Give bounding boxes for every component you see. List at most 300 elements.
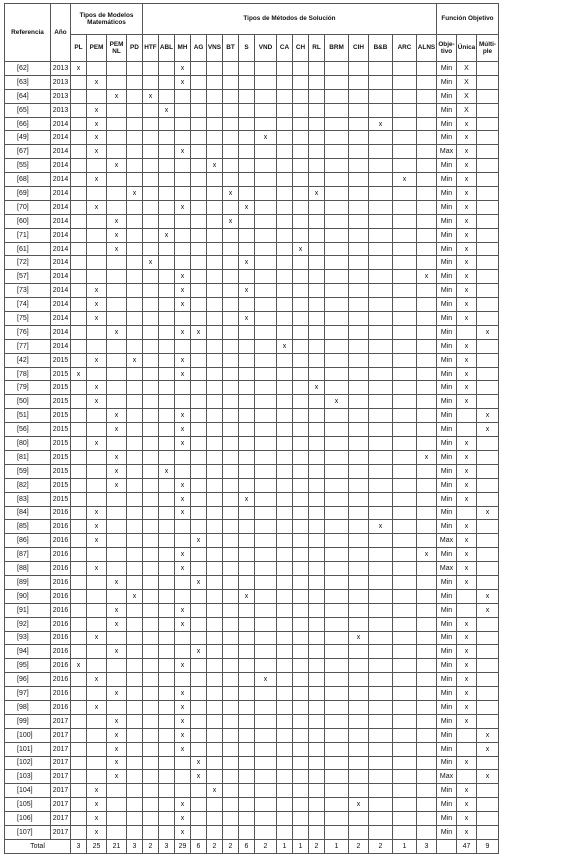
cell-empty xyxy=(127,464,143,478)
cell-empty xyxy=(191,131,207,145)
cell-empty xyxy=(159,450,175,464)
cell-empty xyxy=(325,589,349,603)
cell-empty xyxy=(159,742,175,756)
cell-empty xyxy=(223,631,239,645)
cell-empty xyxy=(223,437,239,451)
table-row xyxy=(5,770,499,784)
cell-empty xyxy=(223,534,239,548)
cell-empty xyxy=(417,325,437,339)
cell-reference: [107] xyxy=(5,825,51,839)
cell-empty xyxy=(207,214,223,228)
cell-reference: [91] xyxy=(5,603,51,617)
cell-empty xyxy=(87,659,107,673)
cell-empty xyxy=(127,103,143,117)
cell-empty xyxy=(417,589,437,603)
cell-single: x xyxy=(457,700,477,714)
cell-empty xyxy=(107,534,127,548)
cell-empty xyxy=(143,228,159,242)
cell-mark: x xyxy=(175,506,191,520)
cell-empty xyxy=(349,145,369,159)
cell-empty xyxy=(293,89,309,103)
cell-empty xyxy=(159,339,175,353)
cell-empty xyxy=(417,312,437,326)
cell-single xyxy=(457,742,477,756)
cell-single: x xyxy=(457,687,477,701)
cell-empty xyxy=(393,75,417,89)
cell-multiple xyxy=(477,492,499,506)
cell-empty xyxy=(127,242,143,256)
cell-mark: x xyxy=(87,75,107,89)
cell-empty xyxy=(393,798,417,812)
cell-empty xyxy=(293,381,309,395)
cell-empty xyxy=(393,825,417,839)
cell-multiple xyxy=(477,339,499,353)
cell-empty xyxy=(87,478,107,492)
cell-empty xyxy=(87,339,107,353)
cell-empty xyxy=(127,784,143,798)
cell-empty xyxy=(393,103,417,117)
cell-empty xyxy=(255,506,277,520)
table-row xyxy=(5,687,499,701)
cell-empty xyxy=(143,437,159,451)
cell-empty xyxy=(293,214,309,228)
cell-year: 2014 xyxy=(51,298,71,312)
cell-empty xyxy=(159,159,175,173)
cell-single: x xyxy=(457,270,477,284)
cell-empty xyxy=(309,228,325,242)
cell-empty xyxy=(309,256,325,270)
total-value: 2 xyxy=(349,839,369,853)
cell-mark: x xyxy=(87,298,107,312)
cell-empty xyxy=(325,756,349,770)
cell-empty xyxy=(393,687,417,701)
cell-empty xyxy=(369,131,393,145)
cell-empty xyxy=(223,589,239,603)
cell-empty xyxy=(239,575,255,589)
cell-empty xyxy=(277,548,293,562)
total-value: 6 xyxy=(191,839,207,853)
cell-mark: x xyxy=(293,242,309,256)
cell-mark: x xyxy=(207,159,223,173)
cell-empty xyxy=(239,478,255,492)
cell-year: 2015 xyxy=(51,381,71,395)
cell-mark: x xyxy=(87,631,107,645)
cell-mark: x xyxy=(71,367,87,381)
cell-empty xyxy=(127,270,143,284)
header-col-7: AG xyxy=(191,35,207,62)
cell-empty xyxy=(349,589,369,603)
cell-empty xyxy=(127,395,143,409)
table-row xyxy=(5,464,499,478)
cell-empty xyxy=(393,534,417,548)
cell-empty xyxy=(71,284,87,298)
cell-empty xyxy=(369,325,393,339)
cell-empty xyxy=(223,409,239,423)
cell-single: x xyxy=(457,173,477,187)
cell-empty xyxy=(309,270,325,284)
cell-empty xyxy=(175,228,191,242)
cell-empty xyxy=(107,548,127,562)
cell-empty xyxy=(255,423,277,437)
cell-empty xyxy=(191,687,207,701)
cell-empty xyxy=(325,812,349,826)
cell-empty xyxy=(191,75,207,89)
cell-empty xyxy=(107,256,127,270)
cell-empty xyxy=(417,145,437,159)
cell-empty xyxy=(277,214,293,228)
cell-empty xyxy=(191,506,207,520)
cell-empty xyxy=(325,89,349,103)
cell-empty xyxy=(255,187,277,201)
cell-empty xyxy=(207,173,223,187)
cell-empty xyxy=(143,631,159,645)
cell-empty xyxy=(71,173,87,187)
cell-reference: [102] xyxy=(5,756,51,770)
cell-empty xyxy=(369,367,393,381)
cell-empty xyxy=(349,548,369,562)
cell-objective: Min xyxy=(437,714,457,728)
cell-empty xyxy=(191,187,207,201)
cell-year: 2016 xyxy=(51,673,71,687)
cell-empty xyxy=(239,89,255,103)
cell-empty xyxy=(369,173,393,187)
cell-multiple xyxy=(477,784,499,798)
cell-single xyxy=(457,589,477,603)
cell-empty xyxy=(417,381,437,395)
cell-empty xyxy=(277,714,293,728)
cell-empty xyxy=(277,200,293,214)
cell-empty xyxy=(223,450,239,464)
cell-empty xyxy=(191,548,207,562)
cell-empty xyxy=(393,659,417,673)
cell-mark: x xyxy=(417,450,437,464)
cell-empty xyxy=(191,117,207,131)
cell-empty xyxy=(417,770,437,784)
cell-empty xyxy=(239,756,255,770)
cell-year: 2015 xyxy=(51,353,71,367)
cell-empty xyxy=(191,617,207,631)
total-value: 9 xyxy=(477,839,499,853)
cell-empty xyxy=(191,173,207,187)
cell-empty xyxy=(325,256,349,270)
cell-single: x xyxy=(457,395,477,409)
cell-empty xyxy=(175,256,191,270)
cell-empty xyxy=(223,492,239,506)
cell-empty xyxy=(71,645,87,659)
cell-mark: x xyxy=(239,200,255,214)
cell-empty xyxy=(255,367,277,381)
cell-empty xyxy=(207,464,223,478)
cell-empty xyxy=(159,478,175,492)
cell-empty xyxy=(349,242,369,256)
cell-empty xyxy=(143,700,159,714)
cell-empty xyxy=(223,117,239,131)
cell-empty xyxy=(71,145,87,159)
cell-empty xyxy=(107,131,127,145)
cell-empty xyxy=(369,339,393,353)
cell-reference: [76] xyxy=(5,325,51,339)
cell-empty xyxy=(143,798,159,812)
cell-empty xyxy=(107,367,127,381)
cell-empty xyxy=(277,478,293,492)
cell-empty xyxy=(71,575,87,589)
cell-mark: x xyxy=(107,214,127,228)
cell-reference: [65] xyxy=(5,103,51,117)
cell-mark: x xyxy=(107,228,127,242)
cell-year: 2013 xyxy=(51,75,71,89)
cell-empty xyxy=(417,714,437,728)
table-row xyxy=(5,700,499,714)
cell-empty xyxy=(393,284,417,298)
header-col-14: RL xyxy=(309,35,325,62)
cell-mark: x xyxy=(87,506,107,520)
table-row xyxy=(5,145,499,159)
cell-empty xyxy=(71,450,87,464)
cell-empty xyxy=(143,117,159,131)
cell-empty xyxy=(71,562,87,576)
cell-single xyxy=(457,728,477,742)
cell-reference: [94] xyxy=(5,645,51,659)
cell-empty xyxy=(143,200,159,214)
cell-empty xyxy=(309,173,325,187)
cell-empty xyxy=(175,589,191,603)
cell-empty xyxy=(71,131,87,145)
header-col-4: HTF xyxy=(143,35,159,62)
cell-single: x xyxy=(457,492,477,506)
cell-empty xyxy=(87,756,107,770)
cell-empty xyxy=(175,645,191,659)
cell-empty xyxy=(87,62,107,76)
cell-empty xyxy=(107,395,127,409)
cell-objective: Min xyxy=(437,353,457,367)
cell-year: 2017 xyxy=(51,784,71,798)
cell-empty xyxy=(87,367,107,381)
cell-empty xyxy=(293,270,309,284)
cell-empty xyxy=(239,145,255,159)
cell-empty xyxy=(393,450,417,464)
cell-empty xyxy=(127,534,143,548)
cell-multiple xyxy=(477,631,499,645)
header-col-15: BRM xyxy=(325,35,349,62)
cell-empty xyxy=(223,825,239,839)
cell-empty xyxy=(71,520,87,534)
cell-empty xyxy=(349,756,369,770)
cell-mark: x xyxy=(143,89,159,103)
cell-empty xyxy=(309,825,325,839)
cell-empty xyxy=(207,714,223,728)
cell-single: x xyxy=(457,242,477,256)
cell-reference: [50] xyxy=(5,395,51,409)
cell-empty xyxy=(369,492,393,506)
cell-empty xyxy=(87,548,107,562)
cell-objective: Min xyxy=(437,367,457,381)
cell-empty xyxy=(191,145,207,159)
cell-empty xyxy=(417,284,437,298)
cell-empty xyxy=(143,673,159,687)
cell-empty xyxy=(309,312,325,326)
cell-year: 2015 xyxy=(51,409,71,423)
cell-empty xyxy=(143,242,159,256)
cell-empty xyxy=(255,242,277,256)
cell-empty xyxy=(71,673,87,687)
cell-mark: x xyxy=(87,353,107,367)
cell-year: 2014 xyxy=(51,256,71,270)
cell-single: x xyxy=(457,381,477,395)
cell-empty xyxy=(239,187,255,201)
cell-empty xyxy=(175,242,191,256)
cell-empty xyxy=(393,770,417,784)
cell-mark: x xyxy=(87,825,107,839)
cell-empty xyxy=(417,464,437,478)
cell-empty xyxy=(293,825,309,839)
cell-empty xyxy=(71,242,87,256)
cell-empty xyxy=(309,589,325,603)
cell-year: 2014 xyxy=(51,131,71,145)
cell-empty xyxy=(309,200,325,214)
cell-empty xyxy=(293,284,309,298)
cell-empty xyxy=(207,825,223,839)
cell-mark: x xyxy=(107,728,127,742)
cell-empty xyxy=(175,187,191,201)
cell-objective: Min xyxy=(437,62,457,76)
cell-mark: x xyxy=(175,742,191,756)
cell-empty xyxy=(369,159,393,173)
cell-empty xyxy=(349,450,369,464)
cell-mark: x xyxy=(107,242,127,256)
cell-empty xyxy=(255,214,277,228)
cell-empty xyxy=(325,617,349,631)
cell-multiple xyxy=(477,159,499,173)
cell-empty xyxy=(143,534,159,548)
cell-empty xyxy=(207,520,223,534)
cell-empty xyxy=(127,742,143,756)
cell-empty xyxy=(207,770,223,784)
cell-empty xyxy=(71,617,87,631)
cell-empty xyxy=(369,395,393,409)
cell-empty xyxy=(325,367,349,381)
cell-empty xyxy=(369,506,393,520)
cell-objective: Min xyxy=(437,728,457,742)
cell-empty xyxy=(71,228,87,242)
cell-mark: x xyxy=(175,437,191,451)
cell-empty xyxy=(239,714,255,728)
cell-empty xyxy=(349,728,369,742)
cell-single: x xyxy=(457,812,477,826)
cell-empty xyxy=(143,103,159,117)
cell-empty xyxy=(309,159,325,173)
cell-empty xyxy=(349,492,369,506)
cell-empty xyxy=(293,617,309,631)
cell-empty xyxy=(159,784,175,798)
cell-empty xyxy=(191,214,207,228)
cell-empty xyxy=(239,548,255,562)
cell-empty xyxy=(87,645,107,659)
cell-multiple xyxy=(477,89,499,103)
cell-empty xyxy=(349,103,369,117)
table-row xyxy=(5,450,499,464)
cell-empty xyxy=(309,742,325,756)
cell-reference: [88] xyxy=(5,562,51,576)
cell-multiple xyxy=(477,298,499,312)
cell-objective: Min xyxy=(437,589,457,603)
cell-multiple: x xyxy=(477,728,499,742)
cell-empty xyxy=(191,270,207,284)
cell-empty xyxy=(207,325,223,339)
cell-empty xyxy=(87,770,107,784)
cell-objective: Min xyxy=(437,700,457,714)
literature-review-table xyxy=(4,3,499,854)
cell-empty xyxy=(239,506,255,520)
header-col-9: BT xyxy=(223,35,239,62)
cell-empty xyxy=(239,534,255,548)
cell-empty xyxy=(239,270,255,284)
cell-empty xyxy=(239,673,255,687)
cell-empty xyxy=(175,159,191,173)
cell-objective: Min xyxy=(437,117,457,131)
cell-empty xyxy=(277,284,293,298)
cell-empty xyxy=(325,714,349,728)
cell-mark: x xyxy=(107,325,127,339)
cell-mark: x xyxy=(175,603,191,617)
cell-objective: Min xyxy=(437,450,457,464)
cell-empty xyxy=(255,520,277,534)
cell-reference: [63] xyxy=(5,75,51,89)
cell-empty xyxy=(255,353,277,367)
cell-empty xyxy=(207,242,223,256)
cell-empty xyxy=(293,312,309,326)
cell-empty xyxy=(175,520,191,534)
cell-empty xyxy=(71,589,87,603)
cell-empty xyxy=(143,687,159,701)
cell-empty xyxy=(369,284,393,298)
cell-mark: x xyxy=(127,589,143,603)
cell-empty xyxy=(369,409,393,423)
cell-empty xyxy=(369,575,393,589)
cell-reference: [90] xyxy=(5,589,51,603)
cell-single: x xyxy=(457,256,477,270)
cell-single: x xyxy=(457,673,477,687)
cell-mark: x xyxy=(239,492,255,506)
cell-objective: Min xyxy=(437,492,457,506)
cell-multiple xyxy=(477,825,499,839)
cell-single: x xyxy=(457,145,477,159)
cell-empty xyxy=(191,312,207,326)
header-col-19: ALNS xyxy=(417,35,437,62)
cell-empty xyxy=(143,589,159,603)
cell-empty xyxy=(417,214,437,228)
cell-mark: x xyxy=(87,145,107,159)
cell-empty xyxy=(309,450,325,464)
cell-multiple xyxy=(477,548,499,562)
table-row xyxy=(5,506,499,520)
cell-empty xyxy=(223,728,239,742)
cell-empty xyxy=(159,270,175,284)
cell-empty xyxy=(223,575,239,589)
cell-empty xyxy=(175,673,191,687)
cell-empty xyxy=(239,812,255,826)
cell-mark: x xyxy=(175,353,191,367)
cell-empty xyxy=(325,353,349,367)
cell-empty xyxy=(255,714,277,728)
cell-empty xyxy=(71,325,87,339)
cell-empty xyxy=(207,395,223,409)
cell-empty xyxy=(207,798,223,812)
cell-empty xyxy=(71,437,87,451)
header-col-21: Única xyxy=(457,35,477,62)
cell-empty xyxy=(107,117,127,131)
cell-single: x xyxy=(457,534,477,548)
cell-mark: x xyxy=(175,617,191,631)
